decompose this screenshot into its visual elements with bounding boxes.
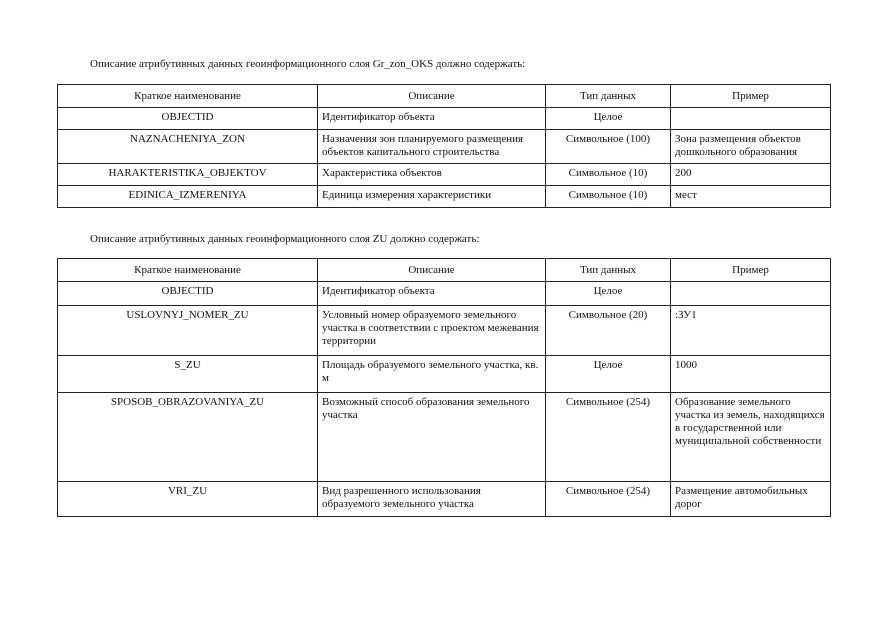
cell-short-name: EDINICA_IZMERENIYA: [58, 186, 318, 208]
table-row: [58, 356, 831, 393]
cell-example: мест: [671, 186, 831, 208]
table-row: [58, 130, 831, 164]
cell-data-type: Целое: [546, 282, 671, 306]
gr-zon-oks-attribute-table: [57, 84, 831, 208]
header-short-name: Краткое наименование: [58, 259, 318, 282]
table2-caption: Описание атрибутивных данных геоинформационного слоя ZU должно содержать:: [90, 233, 480, 245]
cell-example: Зона размещения объектов дошкольного образования: [671, 130, 831, 164]
cell-data-type: Символьное (254): [546, 393, 671, 482]
cell-description: Возможный способ образования земельного участка: [318, 393, 546, 482]
cell-example: :ЗУ1: [671, 306, 831, 356]
table-row: [58, 108, 831, 130]
table-row: [58, 482, 831, 517]
cell-description: Условный номер образуемого земельного участка в соответствии с проектом межевания территории: [318, 306, 546, 356]
cell-example: Образование земельного участка из земель, находящихся в государственной или муниципальной собственности: [671, 393, 831, 482]
table-row: [58, 282, 831, 306]
cell-short-name: SPOSOB_OBRAZOVANIYA_ZU: [58, 393, 318, 482]
cell-short-name: USLOVNYJ_NOMER_ZU: [58, 306, 318, 356]
cell-data-type: Символьное (100): [546, 130, 671, 164]
table-row: [58, 393, 831, 482]
cell-data-type: Символьное (20): [546, 306, 671, 356]
cell-short-name: HARAKTERISTIKA_OBJEKTOV: [58, 164, 318, 186]
cell-example: [671, 108, 831, 130]
cell-example: 200: [671, 164, 831, 186]
cell-data-type: Символьное (10): [546, 164, 671, 186]
cell-description: Единица измерения характеристики: [318, 186, 546, 208]
header-description: Описание: [318, 85, 546, 108]
header-example: Пример: [671, 259, 831, 282]
table-row: [58, 164, 831, 186]
cell-example: Размещение автомобильных дорог: [671, 482, 831, 517]
cell-description: Характеристика объектов: [318, 164, 546, 186]
cell-data-type: Целое: [546, 356, 671, 393]
cell-short-name: S_ZU: [58, 356, 318, 393]
cell-short-name: NAZNACHENIYA_ZON: [58, 130, 318, 164]
cell-data-type: Символьное (10): [546, 186, 671, 208]
header-data-type: Тип данных: [546, 259, 671, 282]
table-row: [58, 306, 831, 356]
header-short-name: Краткое наименование: [58, 85, 318, 108]
cell-description: Идентификатор объекта: [318, 108, 546, 130]
table-header-row: [58, 85, 831, 108]
cell-data-type: Целое: [546, 108, 671, 130]
cell-short-name: OBJECTID: [58, 282, 318, 306]
cell-description: Идентификатор объекта: [318, 282, 546, 306]
cell-description: Назначения зон планируемого размещения объектов капитального строительства: [318, 130, 546, 164]
header-data-type: Тип данных: [546, 85, 671, 108]
header-example: Пример: [671, 85, 831, 108]
zu-attribute-table: [57, 258, 831, 517]
header-description: Описание: [318, 259, 546, 282]
cell-short-name: VRI_ZU: [58, 482, 318, 517]
cell-data-type: Символьное (254): [546, 482, 671, 517]
cell-description: Вид разрешенного использования образуемого земельного участка: [318, 482, 546, 517]
cell-example: [671, 282, 831, 306]
cell-example: 1000: [671, 356, 831, 393]
table1-caption: Описание атрибутивных данных геоинформационного слоя Gr_zon_OKS должно содержать:: [90, 58, 526, 70]
table-header-row: [58, 259, 831, 282]
cell-description: Площадь образуемого земельного участка, кв. м: [318, 356, 546, 393]
table-row: [58, 186, 831, 208]
cell-short-name: OBJECTID: [58, 108, 318, 130]
